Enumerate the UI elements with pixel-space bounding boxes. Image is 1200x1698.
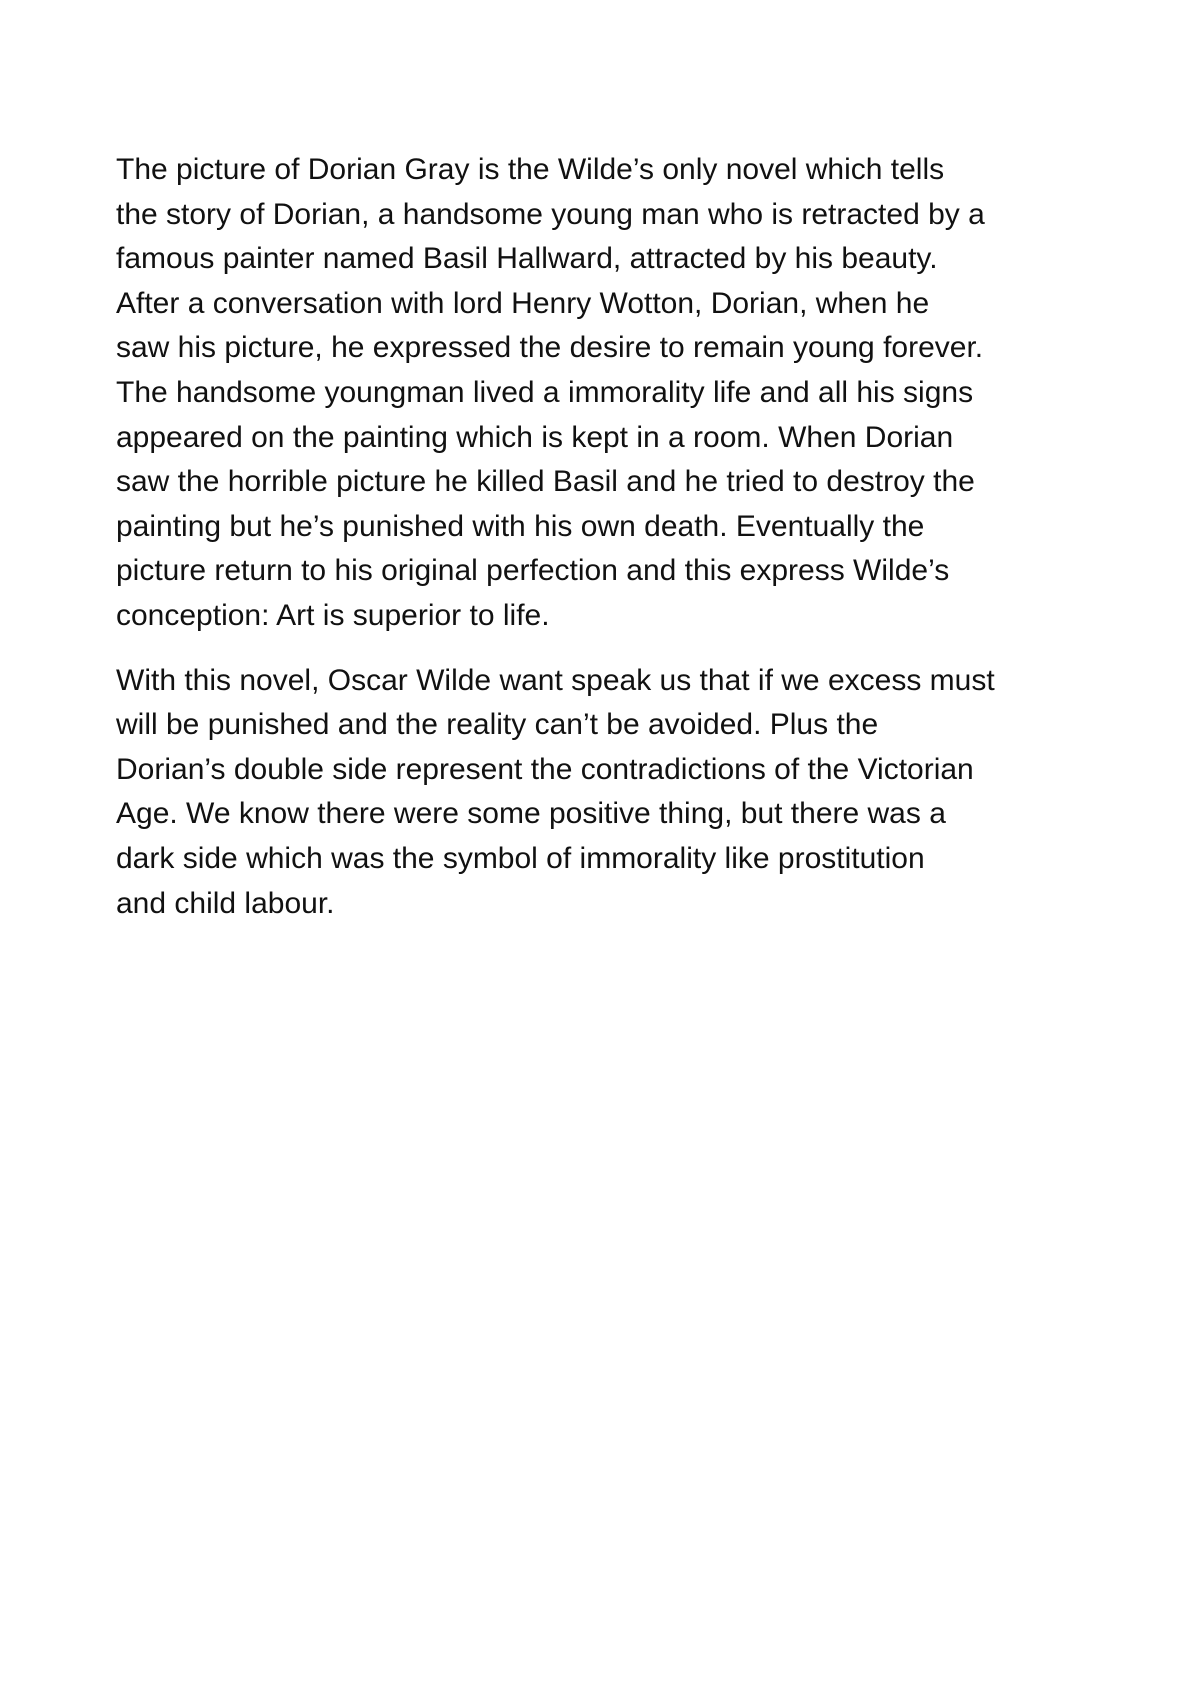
paragraph-line: After a conversation with lord Henry Wotton, Dorian, when he (116, 286, 930, 320)
paragraph-line: The picture of Dorian Gray is the Wilde’s only novel which tells (116, 153, 945, 186)
paragraph-line: the story of Dorian, a handsome young man who is retracted by a (116, 197, 985, 231)
paragraph-line: and child labour. (116, 886, 335, 920)
paragraph-line: painting but he’s punished with his own death. Eventually the (116, 509, 925, 543)
paragraph-line: famous painter named Basil Hallward, attracted by his beauty. (116, 242, 938, 276)
paragraph-line: will be punished and the reality can’t be avoided. Plus the (116, 708, 879, 742)
paragraph-line: With this novel, Oscar Wilde want speak us that if we excess must (116, 663, 995, 697)
paragraph-line: conception: Art is superior to life. (116, 598, 550, 632)
paragraph-line: saw his picture, he expressed the desire to remain young forever. (116, 331, 984, 365)
paragraph-2 (116, 659, 1116, 927)
paragraph-line: Age. We know there were some positive thing, but there was a (116, 797, 946, 831)
paragraph-line: Dorian’s double side represent the contradictions of the Victorian (116, 752, 974, 786)
paragraph-line: picture return to his original perfection and this express Wilde’s (116, 554, 950, 588)
paragraph-line: appeared on the painting which is kept in a room. When Dorian (116, 420, 954, 454)
paragraph-line: dark side which was the symbol of immorality like prostitution (116, 841, 925, 875)
paragraph-line: The handsome youngman lived a immorality life and all his signs (116, 375, 974, 409)
document-body (116, 148, 1116, 926)
paragraph-1 (116, 148, 1116, 639)
paragraph-line: saw the horrible picture he killed Basil and he tried to destroy the (116, 465, 975, 499)
